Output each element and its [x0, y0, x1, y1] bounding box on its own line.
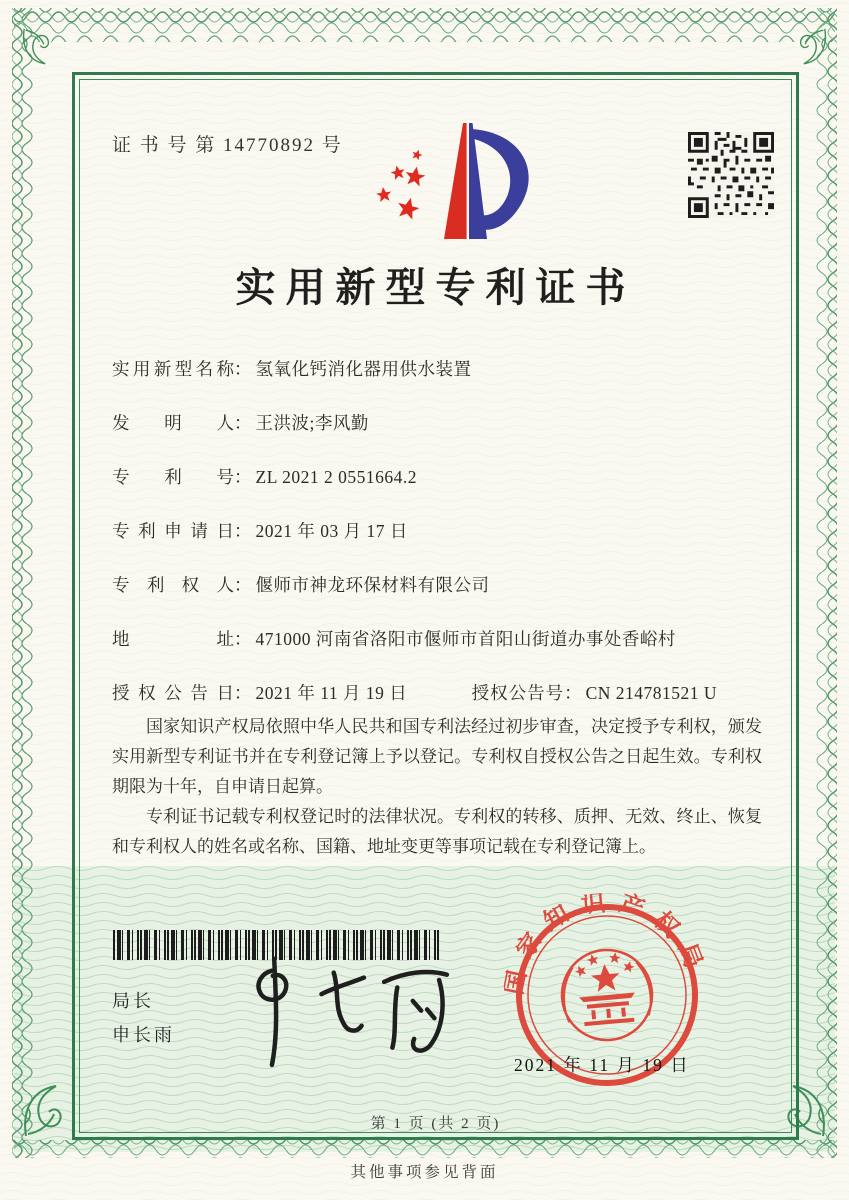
commissioner-block [112, 984, 175, 1052]
cnipa-logo-icon [368, 115, 564, 255]
field-colon: ： [234, 575, 252, 595]
legal-paragraph-1: 国家知识产权局依照中华人民共和国专利法经过初步审查，决定授予专利权，颁发实用新型专利证书并在专利登记簿上予以登记。专利权自授权公告之日起生效。专利权期限为十年，自申请日起算。 [112, 717, 762, 796]
field-label: 专利号 [112, 467, 234, 487]
page-number: 第 1 页 (共 2 页) [370, 1116, 501, 1132]
field-value: ZL 2021 2 0551664.2 [255, 467, 417, 487]
field-value: 2021 年 11 月 19 日 [255, 683, 408, 703]
qr-code-icon [688, 132, 774, 218]
commissioner-title: 局长 [112, 991, 154, 1011]
field-row-inventors [112, 410, 717, 432]
field-colon: ： [234, 413, 252, 433]
field-value: 偃师市神龙环保材料有限公司 [255, 575, 490, 595]
legal-paragraph-2: 专利证书记载专利权登记时的法律状况。专利权的转移、质押、无效、终止、恢复和专利权人的姓名或名称、国籍、地址变更等事项记载在专利登记簿上。 [112, 807, 762, 856]
field-list [112, 356, 717, 702]
field-colon: ： [234, 521, 252, 541]
field-value: 2021 年 03 月 17 日 [255, 521, 408, 541]
field-row-address [112, 626, 717, 648]
field-colon: ： [234, 359, 252, 379]
field-row-grant [112, 680, 717, 702]
field-value-grant-number: CN 214781521 U [585, 683, 718, 703]
certificate-title: 实用新型专利证书 [235, 265, 636, 310]
field-value: 王洪波;李风勤 [255, 413, 369, 433]
field-row-patent-number [112, 464, 717, 486]
legal-text [112, 712, 762, 862]
field-row-filing-date [112, 518, 717, 540]
field-row-patentee [112, 572, 717, 594]
field-label: 专利申请日 [112, 521, 234, 541]
field-colon: ： [234, 683, 252, 703]
signature-handwriting-icon [235, 948, 470, 1070]
field-value: 471000 河南省洛阳市偃师市首阳山街道办事处香峪村 [255, 629, 676, 649]
field-label-grant-number: 授权公告号 [471, 683, 565, 703]
field-colon: ： [234, 467, 252, 487]
seal-date: 2021 年 11 月 19 日 [514, 1055, 690, 1075]
field-label: 实用新型名称 [112, 359, 234, 379]
field-row-patent-name [112, 356, 717, 378]
commissioner-name: 申长雨 [112, 1025, 175, 1045]
field-label: 专利权人 [112, 575, 234, 595]
field-label: 地址 [112, 629, 234, 649]
certificate-number: 证 书 号 第 14770892 号 [112, 135, 343, 156]
field-colon: ： [234, 629, 252, 649]
field-label: 授权公告日 [112, 683, 234, 703]
back-side-note: 其他事项参见背面 [350, 1164, 499, 1181]
field-value: 氢氧化钙消化器用供水装置 [255, 359, 472, 379]
field-label: 发明人 [112, 413, 234, 433]
seal-text: 国家知识产权局 [501, 889, 711, 998]
field-colon: ： [564, 683, 582, 703]
